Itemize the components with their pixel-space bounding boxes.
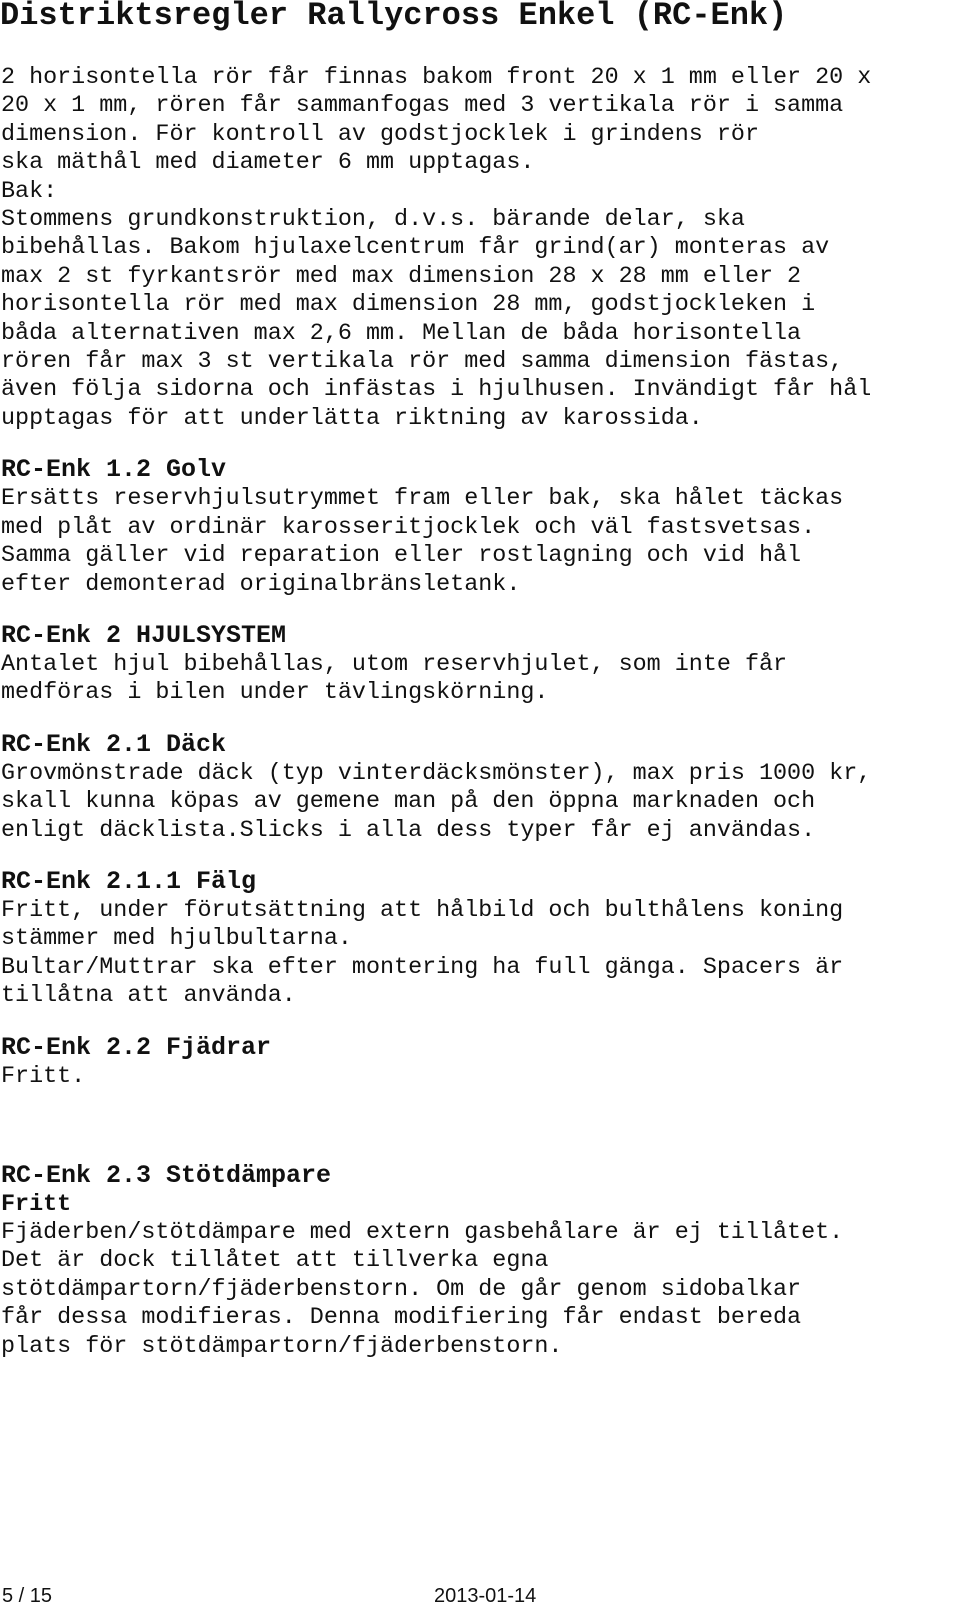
section-text-fjadrar: Fritt. [1,1063,86,1090]
section-heading-dack: RC-Enk 2.1 Däck [1,729,227,759]
section-text-hjulsystem: Antalet hjul bibehållas, utom reservhjulet, som inte får medföras i bilen under tävlingskörning. [1,651,788,707]
section-text-golv: Ersätts reservhjulsutrymmet fram eller bak, ska hålet täckas med plåt av ordinär karosseritjocklek och väl fastsvetsas. Samma gäller vid reparation eller rostlagning och vid hål efter demonterad originalbränsletank. [1,486,844,598]
section-text-falg: Fritt, under förutsättning att hålbild och bulthålens koning stämmer med hjulbultarna. Bultar/Muttrar ska efter montering ha full gänga. Spacers är tillåtna att använda. [1,897,844,1010]
section-heading-falg: RC-Enk 2.1.1 Fälg [1,866,257,896]
section-heading-fjadrar: RC-Enk 2.2 Fjädrar [1,1032,272,1062]
section-heading-stotdampare: RC-Enk 2.3 Stötdämpare [1,1160,332,1190]
section-text-stotdampare: Fjäderben/stötdämpare med extern gasbehålare är ej tillåtet. Det är dock tillåtet att tillverka egna stötdämpartorn/fjäderbenstorn. Om de går genom sidobalkar får dessa modifieras. Denna modifiering får endast bereda plats för stötdämpartorn/fjäderbenstorn. [1,1219,844,1360]
document-date: 2013-01-14 [434,1585,537,1607]
page-number: 5 / 15 [2,1585,53,1607]
page-title: Distriktsregler Rallycross Enkel (RC-Enk) [0,0,788,34]
page-footer [0,1581,960,1611]
intro-text: 2 horisontella rör får finnas bakom front 20 x 1 mm eller 20 x 20 x 1 mm, rören får sammanfogas med 3 vertikala rör i samma dimension. För kontroll av godstjocklek i grindens rör ska mäthål med diameter 6 mm upptagas. Bak: Stommens grundkonstruktion, d.v.s. bärande delar, ska bibehållas. Bakom hjulaxelcentrum får grind(ar) monteras av max 2 st fyrkantsrör med max dimension 28 x 28 mm eller 2 horisontella rör med max dimension 28 mm, godstjockleken i båda alternativen max 2,6 mm. Mellan de båda horisontella rören får max 3 st vertikala rör med samma dimension fästas, även följa sidorna och infästas i hjulhusen. Invändigt får hål upptagas för att underlätta riktning av karossida. [1,65,872,432]
document-body [1,64,959,1361]
section-subheading-stotdampare: Fritt [1,1191,72,1218]
section-heading-golv: RC-Enk 1.2 Golv [1,455,227,485]
section-heading-hjulsystem: RC-Enk 2 HJULSYSTEM [1,620,287,650]
section-text-dack: Grovmönstrade däck (typ vinterdäcksmönster), max pris 1000 kr, skall kunna köpas av gemene man på den öppna marknaden och enligt däcklista.Slicks i alla dess typer får ej användas. [1,760,872,844]
